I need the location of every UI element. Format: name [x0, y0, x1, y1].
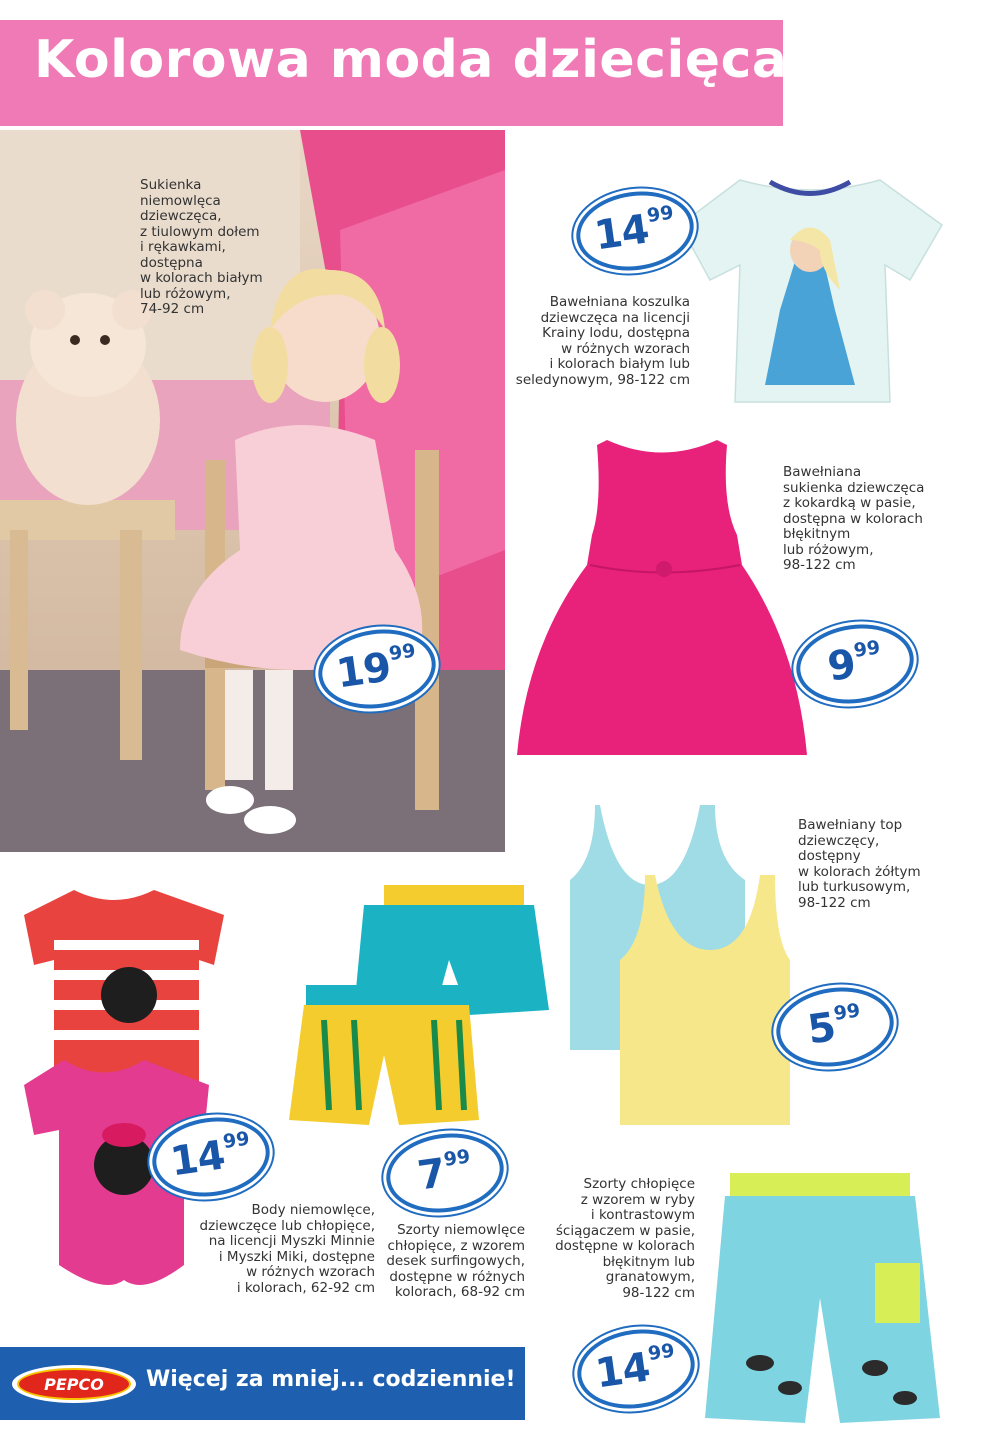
surf-shorts-image [284, 880, 554, 1145]
frozen-tshirt-description: Bawełniana koszulka dziewczęca na licencji Krainy lodu, dostępna w różnych wzorach i kolorach białym lub seledynowym, 98-122 cm [515, 294, 690, 388]
price-cents: 99 [221, 1127, 251, 1154]
price-cents: 99 [442, 1145, 472, 1171]
footer-slogan: Więcej za mniej... codziennie! [146, 1367, 516, 1392]
pepco-logo-text: PEPCO [17, 1368, 131, 1400]
price-main: 14 [592, 1344, 653, 1398]
price-badge-boys-shorts [572, 1322, 700, 1416]
footer-banner [0, 1347, 525, 1420]
baby-shorts-description: Szorty niemowlęce chłopięce, z wzorem desek surfingowych, dostępne w różnych kolorach, 68-92 cm [386, 1222, 525, 1300]
price-main: 14 [591, 206, 652, 260]
price-main: 5 [804, 1004, 838, 1054]
boys-shorts-description: Szorty chłopięce z wzorem w ryby i kontrastowym ściągaczem w pasie, dostępne w kolorach błękitnym lub granatowym, 98-122 cm [555, 1176, 695, 1301]
product-photo-baby-dress [0, 130, 505, 852]
price-main: 7 [414, 1150, 448, 1200]
cotton-tops-image [560, 800, 800, 1130]
price-main: 19 [333, 644, 394, 698]
frozen-tshirt-image [680, 170, 945, 410]
price-main: 9 [824, 641, 858, 691]
cotton-dress-description: Bawełniana sukienka dziewczęca z kokardką w pasie, dostępna w kolorach błękitnym lub różowym, 98-122 cm [783, 464, 925, 573]
price-cents: 99 [852, 636, 882, 662]
header-banner [0, 20, 788, 126]
price-main: 14 [167, 1132, 228, 1186]
pink-dress-image [512, 435, 812, 760]
baby-body-description: Body niemowlęce, dziewczęce lub chłopięce, na licencji Myszki Minnie i Myszki Miki, dostępne w różnych wzorach i kolorach, 62-92 cm [199, 1202, 375, 1296]
page-title: Kolorowa moda dziecięca [34, 30, 788, 90]
price-cents: 99 [832, 999, 862, 1025]
cotton-top-description: Bawełniany top dziewczęcy, dostępny w kolorach żółtym lub turkusowym, 98-122 cm [798, 817, 921, 911]
fish-shorts-image [700, 1168, 945, 1430]
pepco-logo[interactable] [12, 1365, 136, 1403]
price-cents: 99 [645, 201, 675, 228]
price-cents: 99 [387, 639, 417, 666]
price-cents: 99 [646, 1339, 676, 1366]
baby-dress-description: Sukienka niemowlęca dziewczęca, z tiulowym dołem i rękawkami, dostępna w kolorach białym lub różowym, 74-92 cm [140, 177, 263, 317]
